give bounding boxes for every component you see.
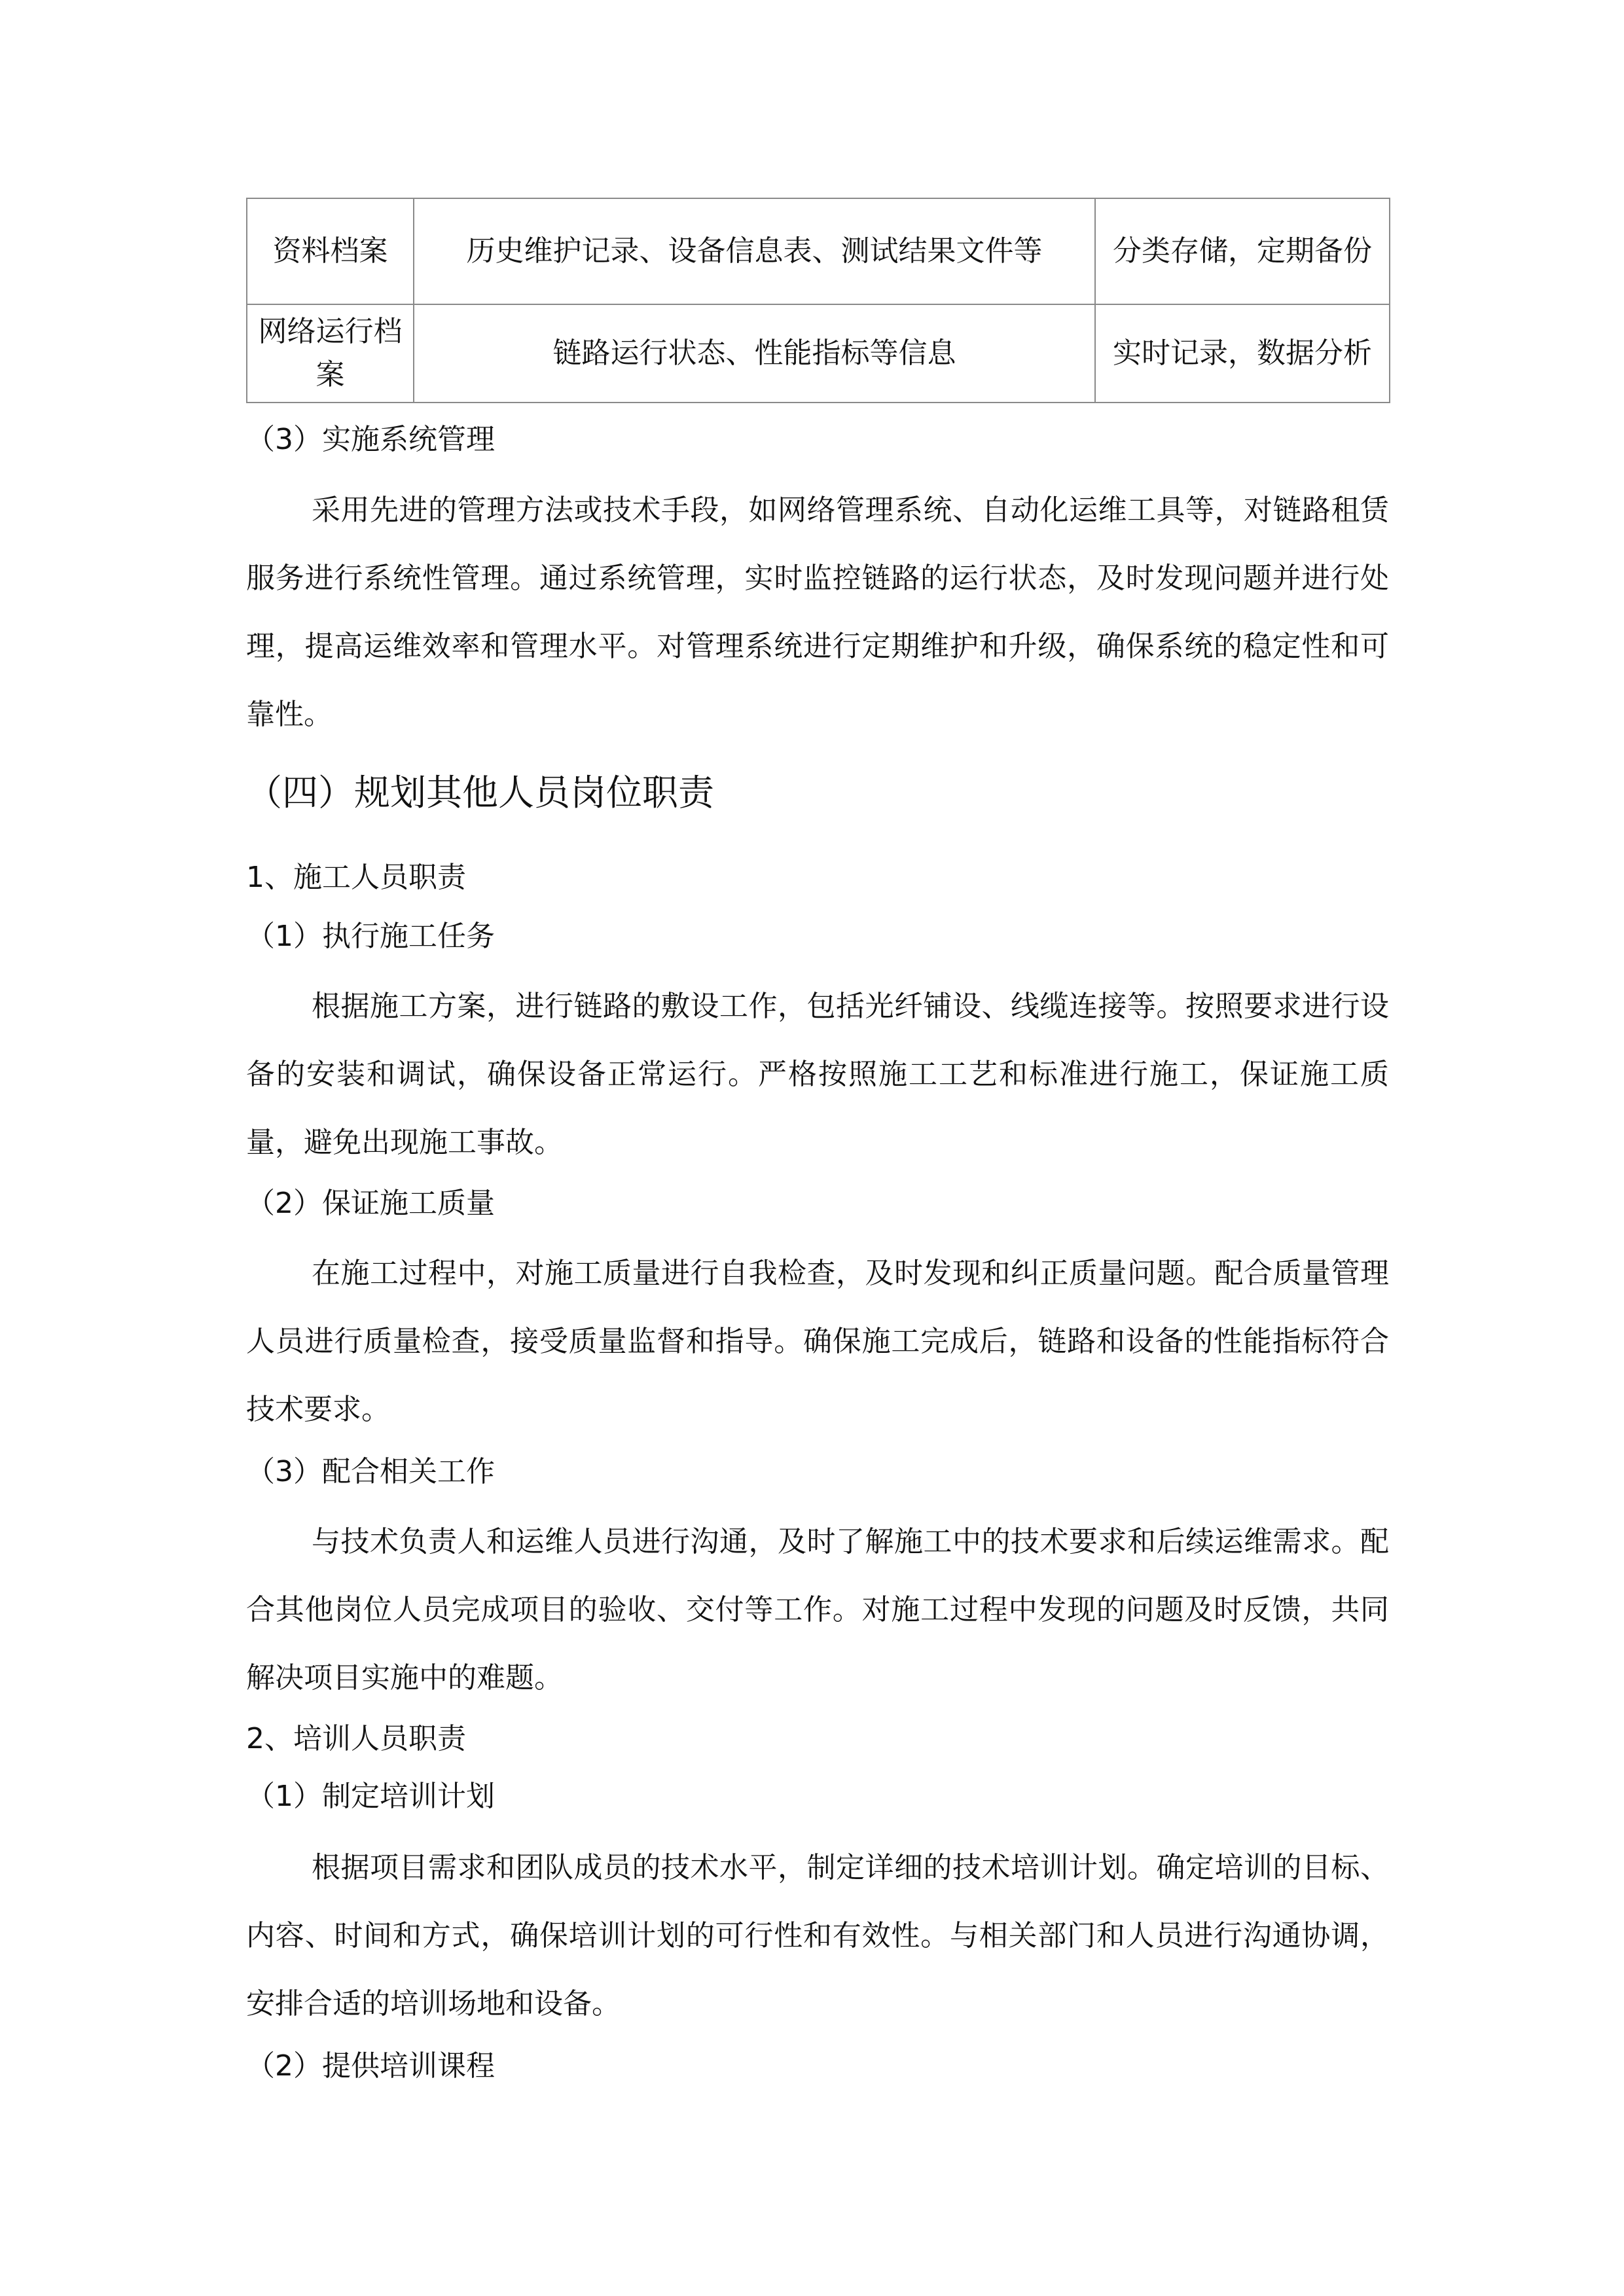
archive-table: [246, 198, 1390, 403]
table-cell: 历史维护记录、设备信息表、测试结果文件等: [414, 198, 1095, 304]
table-cell: 链路运行状态、性能指标等信息: [414, 304, 1095, 403]
item-heading: （3）实施系统管理: [246, 423, 495, 456]
table-cell: 资料档案: [247, 198, 414, 304]
subsection-heading: 2、培训人员职责: [246, 1722, 466, 1755]
section-heading: （四）规划其他人员岗位职责: [246, 772, 715, 814]
item-heading: （3）配合相关工作: [246, 1455, 495, 1488]
paragraph: 根据项目需求和团队成员的技术水平，制定详细的技术培训计划。确定培训的目标、内容、时间和方式，确保培训计划的可行性和有效性。与相关部门和人员进行沟通协调，安排合适的培训场地和设备。: [246, 1851, 1389, 2020]
table-row: [247, 304, 1390, 403]
table-cell: 网络运行档案: [247, 304, 414, 403]
table-row: [247, 198, 1390, 304]
paragraph: 根据施工方案，进行链路的敷设工作，包括光纤铺设、线缆连接等。按照要求进行设备的安装和调试，确保设备正常运行。严格按照施工工艺和标准进行施工，保证施工质量，避免出现施工事故。: [246, 990, 1389, 1159]
subsection-heading: 1、施工人员职责: [246, 861, 466, 894]
paragraph: 与技术负责人和运维人员进行沟通，及时了解施工中的技术要求和后续运维需求。配合其他岗位人员完成项目的验收、交付等工作。对施工过程中发现的问题及时反馈，共同解决项目实施中的难题。: [246, 1525, 1389, 1695]
paragraph: 在施工过程中，对施工质量进行自我检查，及时发现和纠正质量问题。配合质量管理人员进行质量检查，接受质量监督和指导。确保施工完成后，链路和设备的性能指标符合技术要求。: [246, 1257, 1389, 1426]
item-heading: （2）保证施工质量: [246, 1187, 495, 1220]
item-heading: （1）制定培训计划: [246, 1780, 495, 1813]
table-cell: 实时记录，数据分析: [1095, 304, 1390, 403]
item-heading: （1）执行施工任务: [246, 920, 495, 953]
paragraph: 采用先进的管理方法或技术手段，如网络管理系统、自动化运维工具等，对链路租赁服务进行系统性管理。通过系统管理，实时监控链路的运行状态，及时发现问题并进行处理，提高运维效率和管理水平。对管理系统进行定期维护和升级，确保系统的稳定性和可靠性。: [246, 493, 1389, 731]
item-heading: （2）提供培训课程: [246, 2049, 495, 2083]
table-cell: 分类存储，定期备份: [1095, 198, 1390, 304]
